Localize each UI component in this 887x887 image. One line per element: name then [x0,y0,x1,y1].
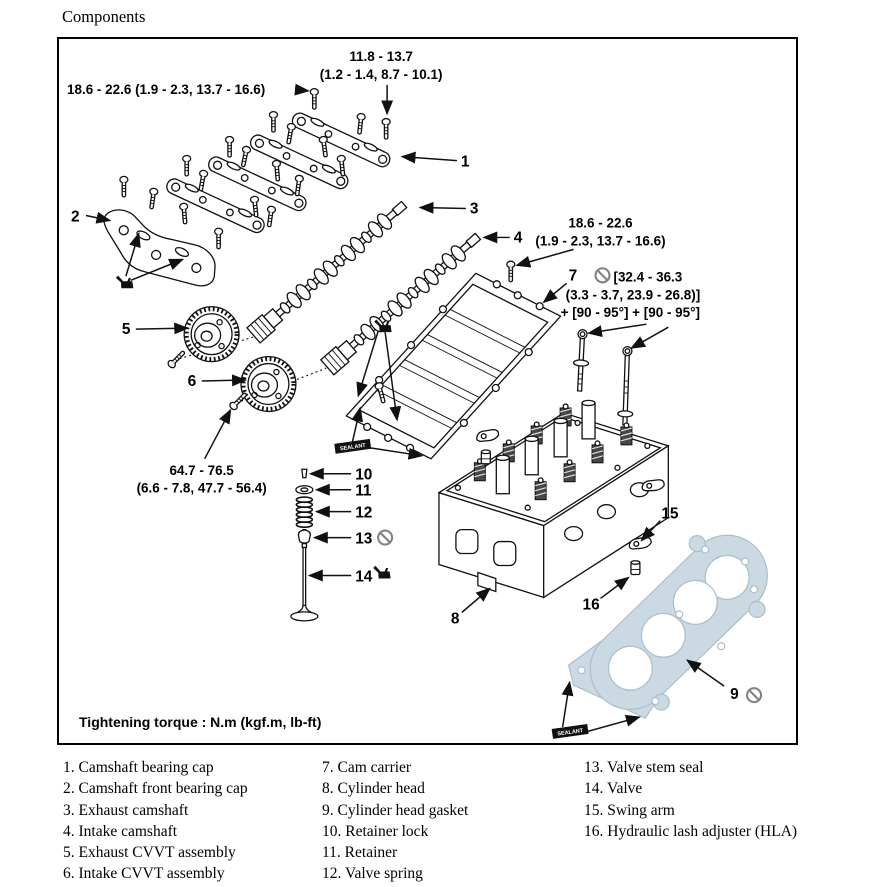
part-label-4: 4 [513,229,523,247]
part-label-1: 1 [460,153,470,171]
valve-spring [296,497,312,527]
legend-item: 13. Valve stem seal [584,759,704,776]
legend-column-2 [322,757,468,885]
part-label-6: 6 [187,373,197,391]
valve-assembly [291,469,318,621]
sealant-flag [552,724,589,739]
page-title: Components [62,7,146,26]
sealant-flag-label: SEALANT [557,727,584,738]
diagram-box [57,37,798,745]
callout-carrier-bolt-line1: 18.6 - 22.6 [568,215,633,231]
torque-note: Tightening torque : N.m (kgf.m, lb-ft) [79,714,322,730]
intake-cvvt-gear [241,357,296,412]
part-label-3: 3 [469,200,479,218]
legend-item: 2. Camshaft front bearing cap [63,780,248,798]
legend-item: 9. Cylinder head gasket [322,801,469,819]
legend-item: 14. Valve [584,780,643,798]
legend-item: 8. Cylinder head [322,780,425,798]
sealant-icon [373,566,390,579]
swing-arm [475,427,500,445]
sealant-icon [116,276,133,289]
callout-head-bolt-line2: (3.3 - 3.7, 23.9 - 26.8)] [565,287,701,303]
valve-stem-seal [298,530,310,543]
callout-small-bolt-line2: (1.2 - 1.4, 8.7 - 10.1) [319,66,443,82]
legend-item: 6. Intake CVVT assembly [63,865,225,883]
callout-cvvt-bolt-line2: (6.6 - 7.8, 47.7 - 56.4) [136,480,267,496]
callout-head-bolt-line1: [32.4 - 36.3 [613,269,683,285]
part-label-5: 5 [121,321,131,339]
no-reuse-icon [596,268,610,282]
cam-carrier [346,261,560,459]
part-label-16: 16 [582,596,600,614]
no-reuse-icon [378,531,392,545]
hydraulic-lash-adjuster [631,561,640,575]
exploded-view-diagram [59,39,796,743]
retainer-lock [302,469,307,477]
legend-item: 10. Retainer lock [322,822,429,840]
callout-carrier-bolt-line2: (1.9 - 2.3, 13.7 - 16.6) [535,233,666,249]
no-reuse-icon [747,688,761,702]
legend-item: 11. Retainer [322,844,398,862]
camshaft-front-bearing-cap [90,203,224,301]
legend-item: 12. Valve spring [322,865,423,883]
legend-column-3 [584,757,797,842]
callout-small-bolt-line1: 11.8 - 13.7 [349,48,413,64]
sealant-flag-label: SEALANT [339,442,367,453]
callout-cap-bolt: 18.6 - 22.6 (1.9 - 2.3, 13.7 - 16.6) [67,81,266,97]
part-label-8: 8 [450,610,460,628]
retainer [296,486,313,494]
part-label-11: 11 [355,482,372,500]
legend-item: 4. Intake camshaft [63,822,178,840]
hydraulic-lash-adjuster [481,450,490,464]
part-label-14: 14 [355,568,373,586]
legend-item: 16. Hydraulic lash adjuster (HLA) [584,822,798,840]
part-label-7: 7 [568,267,578,285]
legend-column-1 [63,757,248,885]
exhaust-cvvt-gear [184,307,239,362]
valve [291,544,318,621]
part-label-15: 15 [661,505,679,523]
part-label-9: 9 [730,686,739,704]
part-label-12: 12 [355,504,373,522]
legend-item: 15. Swing arm [584,801,675,819]
callout-head-bolt-line3: + [90 - 95°] + [90 - 95°] [560,305,700,321]
legend-item: 3. Exhaust camshaft [63,801,189,819]
legend-item: 5. Exhaust CVVT assembly [63,844,236,862]
callout-cvvt-bolt-line1: 64.7 - 76.5 [169,462,234,478]
legend-item: 1. Camshaft bearing cap [63,759,214,776]
part-label-2: 2 [71,208,80,226]
part-label-13: 13 [355,530,373,548]
legend-item: 7. Cam carrier [322,759,412,776]
part-label-10: 10 [355,466,373,484]
